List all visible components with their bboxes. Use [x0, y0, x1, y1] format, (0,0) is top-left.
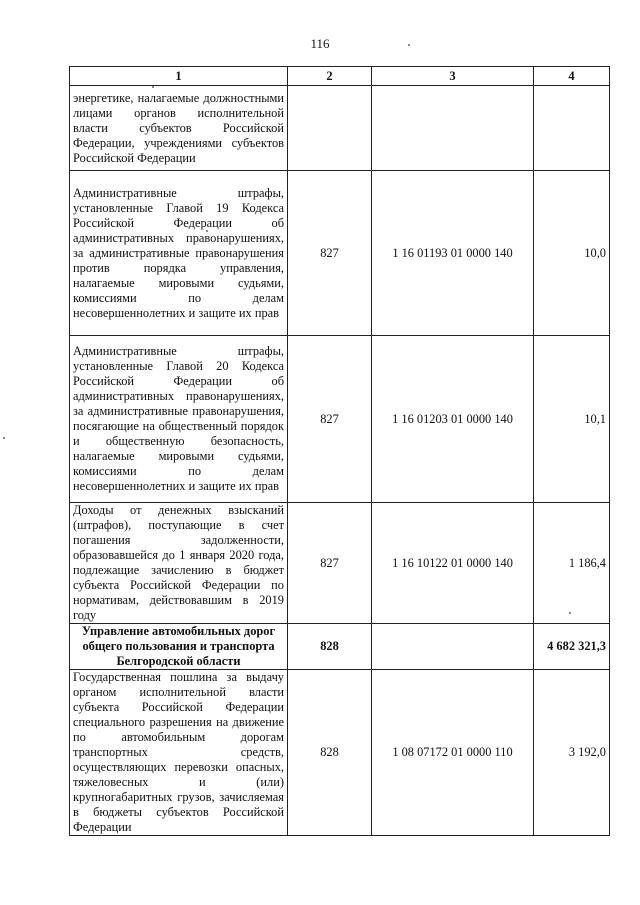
table-row-section-header	[70, 624, 610, 670]
table-row	[70, 171, 610, 336]
revenue-description: Административные штрафы, установленные Главой 19 Кодекса Российской Федерации об административных правонарушениях, за административные правонарушения против порядка управления, налагаемые мировыми судьями, комиссиями по делам несовершеннолетних и защите их прав	[70, 171, 288, 336]
column-header: 3	[372, 67, 534, 86]
table-header-row	[70, 67, 610, 86]
revenue-description: энергетике, налагаемые должностными лицами органов исполнительной власти субъектов Российской Федерации, учреждениями субъектов Российской Федерации	[70, 86, 288, 171]
revenue-total-amount: 4 682 321,3	[534, 624, 610, 670]
administrator-code: 827	[288, 503, 372, 624]
revenue-amount: 10,0	[534, 171, 610, 336]
revenue-description: Государственная пошлина за выдачу органом исполнительной власти субъекта Российской Федерации специального разрешения на движение по автомобильным дорогам транспортных средств, осуществляющих перевозки опасных, тяжеловесных и (или) крупногабаритных грузов, зачисляемая в бюджеты субъектов Российской Федерации	[70, 670, 288, 836]
page-number: 116	[310, 36, 330, 51]
administrator-code: 827	[288, 336, 372, 503]
column-header: 2	[288, 67, 372, 86]
scan-speck	[408, 44, 410, 46]
administrator-code: 828	[288, 670, 372, 836]
budget-classification-code	[372, 86, 534, 171]
budget-classification-code: 1 16 10122 01 0000 140	[372, 503, 534, 624]
scan-speck	[3, 437, 5, 439]
column-header: 4	[534, 67, 610, 86]
column-header: 1	[70, 67, 288, 86]
budget-classification-code: 1 16 01203 01 0000 140	[372, 336, 534, 503]
administrator-code: 827	[288, 171, 372, 336]
administrator-name: Управление автомобильных дорог общего пользования и транспорта Белгородской области	[70, 624, 288, 670]
administrator-code: 828	[288, 624, 372, 670]
table-row	[70, 670, 610, 836]
revenue-amount: 3 192,0	[534, 670, 610, 836]
administrator-code	[288, 86, 372, 171]
budget-classification-code	[372, 624, 534, 670]
table-row	[70, 336, 610, 503]
revenue-amount: 1 186,4	[534, 503, 610, 624]
revenue-description: Доходы от денежных взысканий (штрафов), поступающие в счет погашения задолженности, образовавшейся до 1 января 2020 года, подлежащие зачислению в бюджет субъекта Российской Федерации по нормативам, действовавшим в 2019 году	[70, 503, 288, 624]
table-row	[70, 503, 610, 624]
revenue-table	[69, 66, 610, 836]
revenue-amount: 10,1	[534, 336, 610, 503]
table-row	[70, 86, 610, 171]
revenue-description: Административные штрафы, установленные Главой 20 Кодекса Российской Федерации об административных правонарушениях, за административные правонарушения, посягающие на общественный порядок и общественную безопасность, налагаемые мировыми судьями, комиссиями по делам несовершеннолетних и защите их прав	[70, 336, 288, 503]
budget-classification-code: 1 08 07172 01 0000 110	[372, 670, 534, 836]
revenue-amount	[534, 86, 610, 171]
budget-classification-code: 1 16 01193 01 0000 140	[372, 171, 534, 336]
